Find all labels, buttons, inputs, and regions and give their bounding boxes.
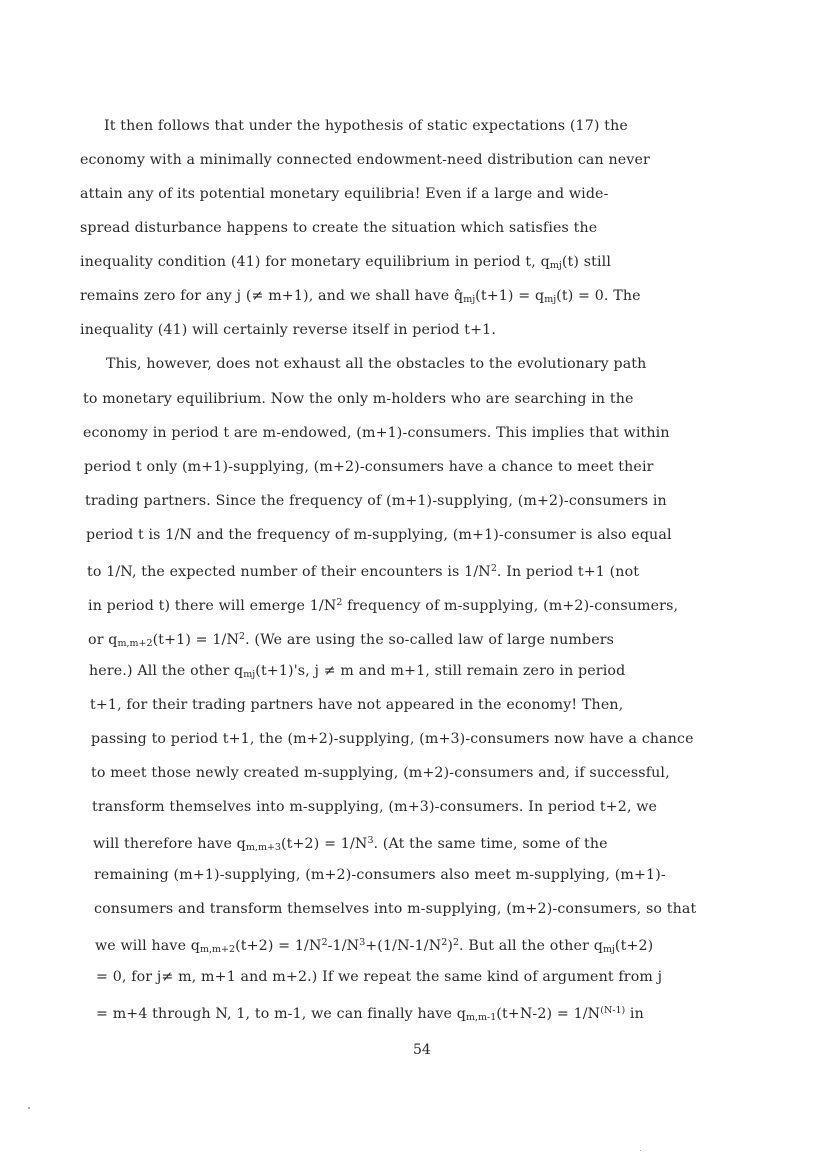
text-line: inequality condition (41) for monetary equilibrium in period t, $q_{mj}(t)$ still xyxy=(80,254,612,271)
text-line: inequality (41) will certainly reverse itself in period t+1. xyxy=(80,322,496,338)
text-line: we will have $q_{m,m+2}(t+2) = 1/N^2-1/N^3+(1/N-1/N^2)^2$. But all the other $q_{mj}(t+2)$ xyxy=(95,937,654,955)
page-number: 54 xyxy=(413,1042,431,1058)
text-line: spread disturbance happens to create the situation which satisfies the xyxy=(80,220,598,236)
text-line: = m+4 through N, 1, to m-1, we can finally have $q_{m,m-1}(t+N-2) = 1/N^{(N-1)}$ in xyxy=(96,1005,644,1023)
text-line: passing to period t+1, the (m+2)-supplying, (m+3)-consumers now have a chance xyxy=(91,731,694,747)
text-line: consumers and transform themselves into m-supplying, (m+2)-consumers, so that xyxy=(94,901,697,917)
text-line: to 1/N, the expected number of their encounters is $1/N^2$. In period t+1 (not xyxy=(87,563,640,580)
text-line: or $q_{m,m+2}(t+1) = 1/N^2$. (We are using the so-called law of large numbers xyxy=(88,631,615,649)
text-line: It then follows that under the hypothesis of static expectations (17) the xyxy=(104,118,628,134)
text-line: = 0, for j≠ m, m+1 and m+2.) If we repeat the same kind of argument from j xyxy=(96,969,663,985)
text-line: to monetary equilibrium. Now the only m-holders who are searching in the xyxy=(83,391,634,407)
text-line: period t is 1/N and the frequency of m-supplying, (m+1)-consumer is also equal xyxy=(86,527,672,543)
text-line: period t only (m+1)-supplying, (m+2)-consumers have a chance to meet their xyxy=(84,459,654,475)
text-line: in period t) there will emerge $1/N^2$ frequency of m-supplying, (m+2)-consumers, xyxy=(88,597,679,614)
text-line: transform themselves into m-supplying, (m+3)-consumers. In period t+2, we xyxy=(92,799,658,815)
text-line: remaining (m+1)-supplying, (m+2)-consumers also meet m-supplying, (m+1)- xyxy=(94,867,666,883)
scan-speck xyxy=(28,1107,30,1109)
text-line: economy with a minimally connected endowment-need distribution can never xyxy=(80,152,650,168)
text-line: to meet those newly created m-supplying, (m+2)-consumers and, if successful, xyxy=(91,765,670,781)
text-line: will therefore have $q_{m,m+3}(t+2) = 1/N^3$. (At the same time, some of the xyxy=(93,835,608,853)
text-line: attain any of its potential monetary equilibria! Even if a large and wide- xyxy=(80,186,609,202)
text-line: This, however, does not exhaust all the obstacles to the evolutionary path xyxy=(106,356,647,372)
scan-speck xyxy=(640,1150,641,1151)
text-line: remains zero for any j (≠ m+1), and we shall have $q̂_{mj}(t+1) = q_{mj}(t) = 0$. The xyxy=(80,288,641,305)
text-line: here.) All the other $q_{mj}(t+1)'s$, j ≠ m and m+1, still remain zero in period xyxy=(89,663,626,680)
text-line: economy in period t are m-endowed, (m+1)-consumers. This implies that within xyxy=(83,425,670,441)
text-line: t+1, for their trading partners have not appeared in the economy! Then, xyxy=(90,697,624,713)
text-line: trading partners. Since the frequency of (m+1)-supplying, (m+2)-consumers in xyxy=(85,493,667,509)
